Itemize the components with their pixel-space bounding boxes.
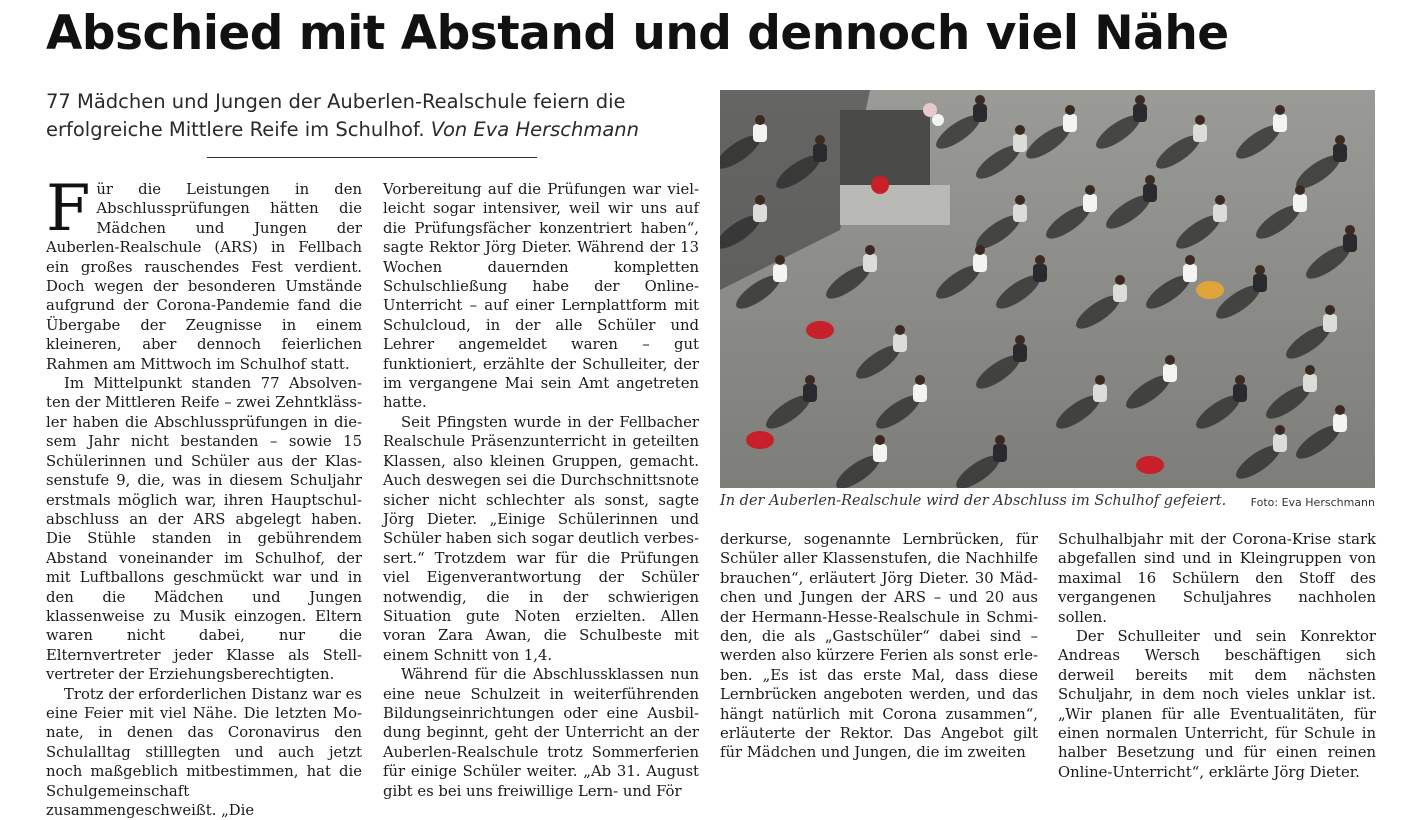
student-head: [755, 195, 765, 205]
student: [1273, 434, 1287, 452]
paragraph-text: ür die Leistungen in den Abschlussprüfungen hätten die Mädchen und Jungen der Auberlen-Realschule (ARS) in Fellbach ein großes rauschendes Fest verdient. Doch wegen der besonderen Umstände aufgrund der Corona-Pandemie fand die Übergabe der Zeugnisse in einem kleineren, aber dennoch feierlichen Rahmen am Mittwoch im Schulhof statt.: [46, 181, 362, 373]
student-head: [1015, 195, 1025, 205]
student: [813, 144, 827, 162]
student: [1233, 384, 1247, 402]
student: [913, 384, 927, 402]
student-head: [1275, 105, 1285, 115]
article-column-2: [383, 180, 699, 801]
divider-rule: [207, 157, 537, 158]
student-head: [1345, 225, 1355, 235]
headline: Abschied mit Abstand und dennoch viel Nähe: [46, 6, 1229, 61]
student: [1143, 184, 1157, 202]
student: [1323, 314, 1337, 332]
student: [1093, 384, 1107, 402]
student-head: [1085, 185, 1095, 195]
student: [873, 444, 887, 462]
article-column-4: [1058, 530, 1376, 782]
article-column-3: [720, 530, 1038, 763]
student: [993, 444, 1007, 462]
student: [1183, 264, 1197, 282]
paragraph: Schulhalbjahr mit der Corona-Krise stark abgefallen sind und in Kleingruppen von maximal 16 Schülern den Stoff des vergangenen Schuljahres nachholen sollen.: [1058, 531, 1376, 626]
student-head: [895, 325, 905, 335]
student-head: [975, 95, 985, 105]
student-head: [1255, 265, 1265, 275]
paragraph: Während für die Abschlussklassen nun eine neue Schulzeit in weiterführenden Bildungseinrichtungen oder eine Ausbildung beginnt, geht der Unterricht an der Auberlen-Realschule trotz Sommerferien für einige Schüler weiter. „Ab 31. August gibt es bei uns freiwillige Lern- und För: [383, 666, 699, 800]
student-head: [1325, 305, 1335, 315]
student-head: [1275, 425, 1285, 435]
student: [753, 204, 767, 222]
empty-chair: [1196, 281, 1224, 299]
student-head: [1165, 355, 1175, 365]
paragraph: Seit Pfingsten wurde in der Fellbacher Realschule Präsenzunterricht in geteilten Klassen, also kleinen Gruppen, gemacht. Auch deswegen sei die Durchschnittsnote sicher nicht schlechter als sonst, sagte Jörg Dieter. „Einige Schülerinnen und Schüler haben sich sogar deutlich verbessert.“ Trotzdem war für die Prüfungen viel Eigenverantwortung der Schüler notwendig, die in der schwierigen Situation gute Noten erzielten. Allen voran Zara Awan, die Schulbeste mit einem Schnitt von 1,4.: [383, 413, 699, 664]
empty-chair: [746, 431, 774, 449]
student-head: [1035, 255, 1045, 265]
paragraph: derkurse, sogenannte Lernbrücken, für Schüler aller Klassenstufen, die Nachhilfe brauchen“, erläutert Jörg Dieter. 30 Mädchen und Jungen der ARS – und 20 aus der Hermann-Hesse-Realschule in Schmiden, die als „Gastschüler“ dabei sind – werden also kürzere Ferien als sonst erleben. „Es ist das erste Mal, dass diese Lernbrücken angeboten werden, und das hängt natürlich mit Corona zusammen“, erläuterte der Rektor. Das Angebot gilt für Mädchen und Jungen, die im zweiten: [720, 531, 1038, 762]
student: [1013, 204, 1027, 222]
photo-credit: Foto: Eva Herschmann: [1250, 496, 1375, 509]
student: [753, 124, 767, 142]
student: [1133, 104, 1147, 122]
photo-illustration: [720, 90, 1375, 488]
student: [1253, 274, 1267, 292]
student: [1033, 264, 1047, 282]
student: [893, 334, 907, 352]
student-head: [1235, 375, 1245, 385]
student: [973, 104, 987, 122]
student-head: [1065, 105, 1075, 115]
student-head: [995, 435, 1005, 445]
student: [1163, 364, 1177, 382]
student-head: [1015, 125, 1025, 135]
paragraph: Trotz der erforderlichen Distanz war es eine Feier mit viel Nähe. Die letzten Monate, in denen das Coronavirus den Schulalltag stilllegten und auch jetzt noch maßgeblich mitbestimmen, hat die Schulgemeinschaft zusammengeschweißt. „Die: [46, 685, 362, 819]
drop-cap: F: [46, 172, 91, 246]
student-head: [1305, 365, 1315, 375]
student: [1213, 204, 1227, 222]
student-head: [755, 115, 765, 125]
student: [1273, 114, 1287, 132]
empty-chair: [806, 321, 834, 339]
student-head: [875, 435, 885, 445]
paragraph: Vorbereitung auf die Prüfungen war vielleicht sogar intensiver, weil wir uns auf die Prüfungsfächer konzentriert haben“, sagte Rektor Jörg Dieter. Während der 13 Wochen dauernden kompletten Schulschließung habe der Online-Unterricht – auf einer Lernplattform mit Schulcloud, in der alle Schüler und Lehrer angemeldet waren – gut funktioniert, erzählte der Schulleiter, der im vergangene Mai sein Amt angetreten hatte.: [383, 181, 699, 412]
student-head: [1335, 135, 1345, 145]
student-head: [1145, 175, 1155, 185]
subline-text: 77 Mädchen und Jungen der Auberlen-Realschule feiern die erfolgreiche Mittlere Reife im Schulhof.: [46, 90, 626, 141]
student: [773, 264, 787, 282]
student-head: [1215, 195, 1225, 205]
author-byline: Von Eva Herschmann: [430, 118, 640, 141]
student: [803, 384, 817, 402]
student: [1013, 134, 1027, 152]
student-head: [1295, 185, 1305, 195]
student-head: [775, 255, 785, 265]
student: [1293, 194, 1307, 212]
student: [1063, 114, 1077, 132]
article-column-1: [46, 172, 362, 820]
student: [863, 254, 877, 272]
photo-caption: In der Auberlen-Realschule wird der Abschluss im Schulhof gefeiert.: [720, 493, 1227, 509]
student-head: [1135, 95, 1145, 105]
student: [1303, 374, 1317, 392]
student-head: [1335, 405, 1345, 415]
paragraph: Im Mittelpunkt standen 77 Absolventen der Mittleren Reife – zwei Zehntklässler haben die Abschlussprüfungen in diesem Jahr nicht bestanden – sowie 15 Schülerinnen und Schüler aus der Klassenstufe 9, die, was in diesem Schuljahr erstmals möglich war, ihren Hauptschulabschluss an der ARS abgelegt haben. Die Stühle standen in gebührendem Abstand voneinander im Schulhof, der mit Luftballons geschmückt war und in den die Mädchen und Jungen klassenweise zu Musik einzogen. Eltern waren nicht dabei, nur die Elternvertreter jeder Klasse als Stellvertreter der Erziehungsberechtigten.: [46, 375, 362, 684]
student: [1333, 414, 1347, 432]
paragraph: [46, 172, 362, 374]
student-head: [865, 245, 875, 255]
student: [1113, 284, 1127, 302]
paragraph: Der Schulleiter und sein Konrektor Andreas Wersch beschäftigen sich derweil bereits mit dem nächsten Schuljahr, in dem noch vieles unklar ist. „Wir planen für alle Eventualitäten, für einen normalen Unterricht, für Schule in halber Besetzung und für einen reinen Online-Unterricht“, erklärte Jörg Dieter.: [1058, 628, 1376, 781]
student: [973, 254, 987, 272]
student-head: [815, 135, 825, 145]
empty-chair: [1136, 456, 1164, 474]
student: [1193, 124, 1207, 142]
student-head: [805, 375, 815, 385]
student-head: [1185, 255, 1195, 265]
student: [1333, 144, 1347, 162]
schoolyard-photo: [720, 90, 1375, 488]
student: [1013, 344, 1027, 362]
student: [1083, 194, 1097, 212]
student-head: [975, 245, 985, 255]
student-head: [915, 375, 925, 385]
student-head: [1115, 275, 1125, 285]
student-head: [1015, 335, 1025, 345]
subline: [46, 88, 666, 144]
student-head: [1095, 375, 1105, 385]
student-head: [1195, 115, 1205, 125]
student: [1343, 234, 1357, 252]
